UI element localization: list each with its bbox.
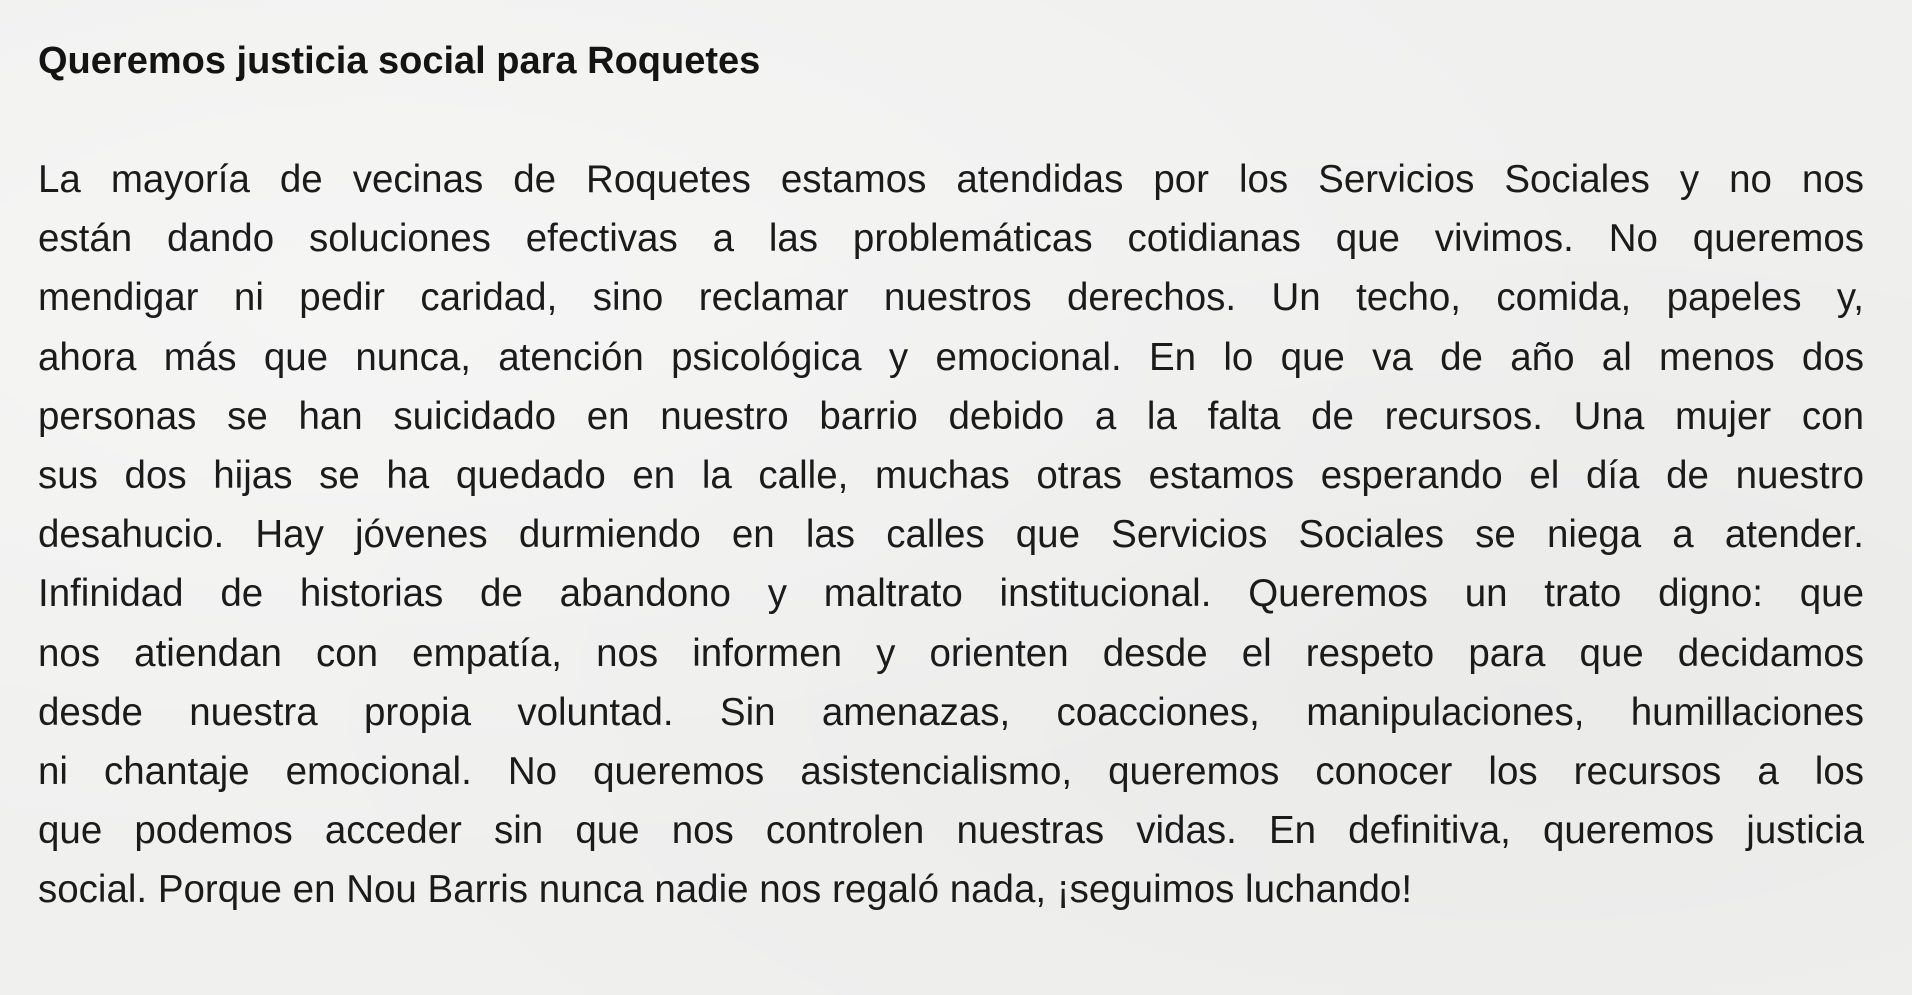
paragraph-line: ni chantaje emocional. No queremos asistencialismo, queremos conocer los recursos a los: [38, 749, 1864, 793]
paragraph-line: sus dos hijas se ha quedado en la calle, muchas otras estamos esperando el día de nuestro: [38, 453, 1864, 497]
body-paragraph: [38, 150, 1864, 919]
paragraph-line: desahucio. Hay jóvenes durmiendo en las calles que Servicios Sociales se niega a atender.: [38, 513, 1864, 557]
paragraph-line: La mayoría de vecinas de Roquetes estamos atendidas por los Servicios Sociales y no nos: [38, 158, 1864, 201]
paragraph-line: que podemos acceder sin que nos controlen nuestras vidas. En definitiva, queremos justicia: [38, 809, 1864, 853]
paragraph-line: social. Porque en Nou Barris nunca nadie nos regaló nada, ¡seguimos luchando!: [38, 868, 1413, 912]
paragraph-line: mendigar ni pedir caridad, sino reclamar nuestros derechos. Un techo, comida, papeles y,: [38, 276, 1864, 320]
paragraph-line: desde nuestra propia voluntad. Sin amenazas, coacciones, manipulaciones, humillaciones: [38, 690, 1864, 734]
document-title: Queremos justicia social para Roquetes: [38, 40, 761, 82]
paragraph-line: nos atiendan con empatía, nos informen y orienten desde el respeto para que decidamos: [38, 631, 1864, 675]
paragraph-line: están dando soluciones efectivas a las problemáticas cotidianas que vivimos. No queremos: [38, 217, 1864, 261]
paragraph-line: Infinidad de historias de abandono y maltrato institucional. Queremos un trato digno: que: [38, 572, 1864, 616]
paragraph-line: personas se han suicidado en nuestro barrio debido a la falta de recursos. Una mujer con: [38, 394, 1864, 438]
paragraph-line: ahora más que nunca, atención psicológica y emocional. En lo que va de año al menos dos: [38, 335, 1864, 379]
